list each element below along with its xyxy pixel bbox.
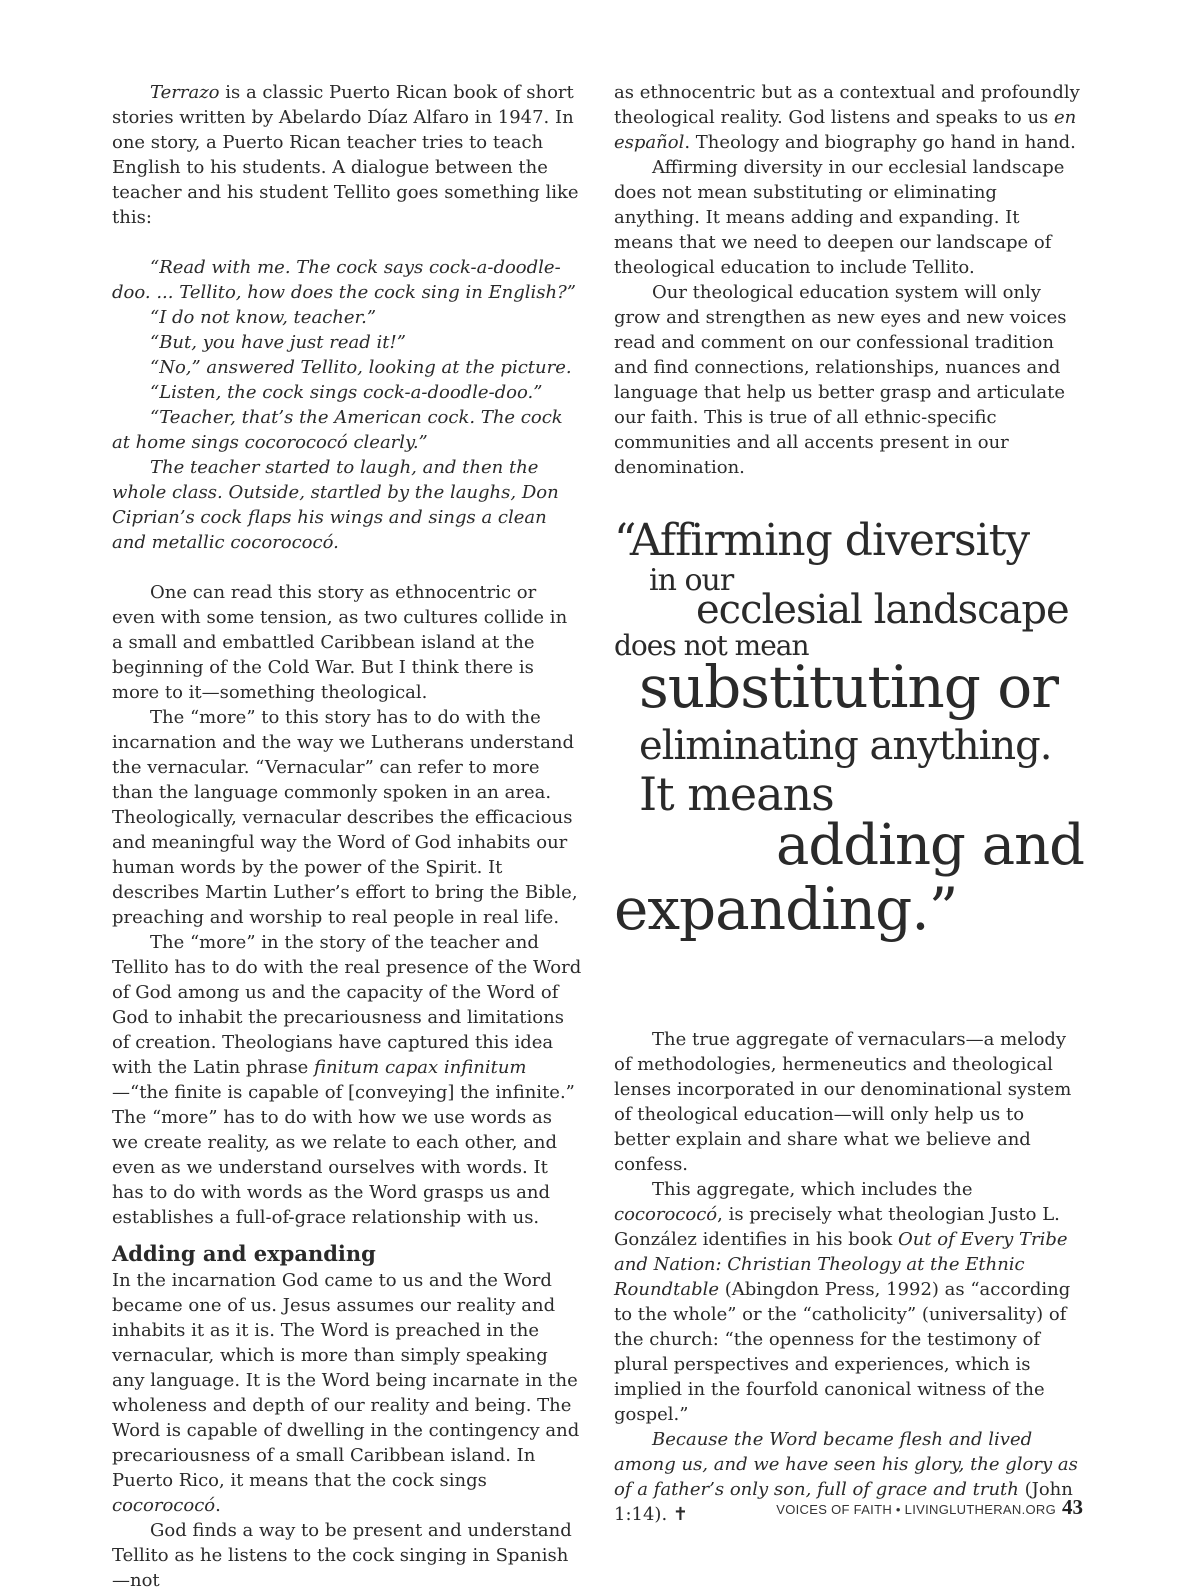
pull-quote-line: “Affirming diversity bbox=[614, 515, 1030, 566]
body-paragraph: Our theological education system will only grow and strengthen as new eyes and new voices read and comment on our confessional tradition and find connections, relationships, nuances and language that help us better grasp and articulate our faith. This is true of all ethnic-specific communities and all accents present in our denomination. bbox=[614, 282, 1067, 478]
dialogue-line: “But, you have just read it!” bbox=[150, 332, 406, 353]
pull-quote bbox=[614, 505, 1094, 955]
body-paragraph: One can read this story as ethnocentric or even with some tension, as two cultures collide in a small and embattled Caribbean island at the beginning of the Cold War. But I think there is more to it—something theological. bbox=[112, 582, 568, 703]
pull-quote-line: in our bbox=[649, 563, 734, 598]
body-paragraph: Affirming diversity in our ecclesial landscape does not mean substituting or eliminating anything. It means adding and expanding. It means that we need to deepen our landscape of theological education to include Tellito. bbox=[614, 157, 1065, 278]
pull-quote-line: substituting or bbox=[639, 653, 1058, 721]
pull-quote-line: does not mean bbox=[614, 629, 809, 662]
right-column-bottom bbox=[614, 1027, 1084, 1527]
dialogue-line: The teacher started to laugh, and then the whole class. Outside, startled by the laughs, Don Ciprian’s cock flaps his wings and sings a clean and metallic cocorococó. bbox=[112, 457, 559, 553]
left-column bbox=[112, 80, 582, 1593]
pull-quote-line: It means bbox=[639, 767, 834, 821]
pull-quote-line: eliminating anything. bbox=[639, 723, 1052, 769]
body-paragraph: as ethnocentric but as a contextual and profoundly theological reality. God listens and speaks to us en español. Theology and biography go hand in hand. bbox=[614, 82, 1080, 153]
dialogue-line: “Read with me. The cock says cock-a-doodle-doo. ... Tellito, how does the cock sing in English?” bbox=[112, 257, 576, 303]
page-footer bbox=[776, 1495, 1083, 1520]
body-paragraph: The “more” to this story has to do with the incarnation and the way we Lutherans understand the vernacular. “Vernacular” can refer to more than the language commonly spoken in an area. Theologically, vernacular describes the efficacious and meaningful way the Word of God inhabits our human words by the power of the Spirit. It describes Martin Luther’s effort to bring the Bible, preaching and worship to real people in real life. bbox=[112, 707, 578, 928]
dialogue-line: “Listen, the cock sings cock-a-doodle-doo.” bbox=[150, 382, 543, 403]
pull-quote-line: adding and bbox=[776, 813, 1085, 878]
dialogue-line: “No,” answered Tellito, looking at the picture. bbox=[150, 357, 572, 378]
dialogue-line: “Teacher, that’s the American cock. The cock at home sings cocorococó clearly.” bbox=[112, 407, 563, 453]
body-paragraph: This aggregate, which includes the cocorococó, is precisely what theologian Justo L. González identifies in his book Out of Every Tribe and Nation: Christian Theology at the Ethnic Roundtable (Abingdon Press, 1992) as “according to the whole” or the “catholicity” (universality) of the church: “the openness for the testimony of plural perspectives and experiences, which is implied in the fourfold canonical witness of the gospel.” bbox=[614, 1179, 1071, 1425]
pull-quote-line: ecclesial landscape bbox=[696, 587, 1069, 633]
intro-paragraph: Terrazo is a classic Puerto Rican book of short stories written by Abelardo Díaz Alfaro in 1947. In one story, a Puerto Rican teacher tries to teach English to his students. A dialogue between the teacher and his student Tellito goes something like this: bbox=[112, 82, 579, 228]
book-title: Terrazo bbox=[150, 82, 220, 103]
closing-verse: Because the Word became flesh and lived among us, and we have seen his glory, the glory as of a father’s only son, full of grace and truth (John 1:14). ✝ bbox=[614, 1429, 1078, 1525]
body-paragraph: God finds a way to be present and understand Tellito as he listens to the cock singing in Spanish—not bbox=[112, 1520, 572, 1591]
pull-quote-line: expanding.” bbox=[614, 875, 958, 943]
body-paragraph: The “more” in the story of the teacher and Tellito has to do with the real presence of the Word of God among us and the capacity of the Word of God to inhabit the precariousness and limitations of creation. Theologians have captured this idea with the Latin phrase finitum capax infinitum—“the finite is capable of [conveying] the infinite.” The “more” has to do with how we use words as we create reality, as we relate to each other, and even as we understand ourselves with words. It has to do with words as the Word grasps us and establishes a full-of-grace relationship with us. bbox=[112, 932, 582, 1228]
body-paragraph: The true aggregate of vernaculars—a melody of methodologies, hermeneutics and theological lenses incorporated in our denominational system of theological education—will only help us to better explain and share what we believe and confess. bbox=[614, 1029, 1072, 1175]
right-column-top bbox=[614, 80, 1084, 480]
dialogue-line: “I do not know, teacher.” bbox=[150, 307, 377, 328]
page-number: 43 bbox=[1062, 1495, 1083, 1519]
footer-label: VOICES OF FAITH • LIVINGLUTHERAN.ORG bbox=[776, 1502, 1056, 1517]
book-title: Out of Every Tribe and Nation: Christian Theology at the Ethnic Roundtable bbox=[614, 1229, 1068, 1300]
cross-icon: ✝ bbox=[672, 1504, 688, 1525]
body-paragraph: In the incarnation God came to us and the Word became one of us. Jesus assumes our reality and inhabits it as it is. The Word is preached in the vernacular, which is more than simply speaking any language. It is the Word being incarnate in the wholeness and depth of our reality and being. The Word is capable of dwelling in the contingency and precariousness of a small Caribbean island. In Puerto Rico, it means that the cock sings cocorococó. bbox=[112, 1270, 580, 1516]
section-heading: Adding and expanding bbox=[112, 1241, 376, 1266]
